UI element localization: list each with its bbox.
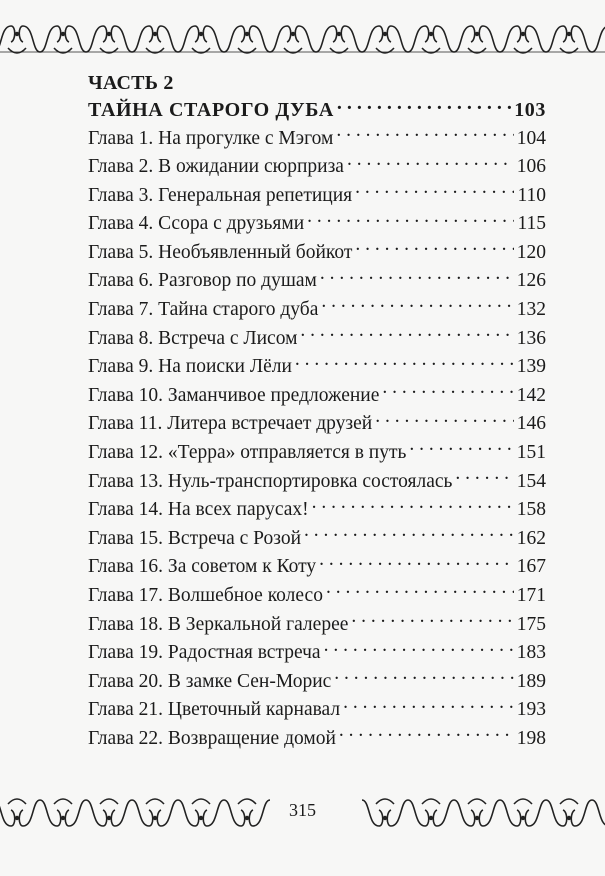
chapter-title: Глава 13. Нуль-транспортировка состоялась — [88, 470, 453, 492]
toc-row — [88, 439, 546, 468]
toc-row — [88, 582, 546, 611]
leader-dots — [334, 667, 513, 687]
chapter-title: Глава 6. Разговор по душам — [88, 270, 317, 292]
chapter-title: Глава 16. За советом к Коту — [88, 556, 317, 578]
chapter-title: Глава 18. В Зеркальной галерее — [88, 613, 349, 635]
chapter-page: 167 — [516, 556, 546, 578]
part-label: ЧАСТЬ 2 — [88, 72, 174, 94]
leader-dots — [355, 181, 514, 201]
chapter-page: 198 — [516, 727, 546, 749]
chapter-page: 158 — [516, 499, 546, 521]
toc-row — [88, 496, 546, 525]
leader-dots — [339, 724, 514, 744]
chapter-page: 193 — [516, 699, 546, 721]
toc-row — [88, 667, 546, 696]
leader-dots — [343, 696, 514, 716]
chapter-title: Глава 15. Встреча с Розой — [88, 527, 302, 549]
leader-dots — [375, 410, 514, 430]
chapter-title: Глава 22. Возвращение домой — [88, 727, 336, 749]
chapter-title: Глава 10. Заманчивое предложение — [88, 384, 380, 406]
leader-dots — [337, 96, 511, 116]
leader-dots — [312, 496, 514, 516]
chapter-page: 120 — [516, 241, 546, 263]
leader-dots — [295, 353, 514, 373]
top-ornament-icon — [0, 4, 605, 66]
chapter-title: Глава 14. На всех парусах! — [88, 499, 309, 521]
leader-dots — [347, 153, 514, 173]
leader-dots — [455, 467, 513, 487]
toc-row — [88, 610, 546, 639]
toc-row — [88, 210, 546, 239]
leader-dots — [382, 381, 513, 401]
chapter-page: 142 — [516, 384, 546, 406]
leader-dots — [304, 524, 514, 544]
toc-row — [88, 696, 546, 725]
chapter-title: Глава 21. Цветочный карнавал — [88, 699, 341, 721]
toc-row — [88, 381, 546, 410]
chapter-title: Глава 19. Радостная встреча — [88, 642, 321, 664]
toc-row — [88, 296, 546, 325]
table-of-contents — [88, 70, 546, 753]
leader-dots — [355, 238, 513, 258]
leader-dots — [307, 210, 514, 230]
toc-row — [88, 410, 546, 439]
part-page: 103 — [514, 99, 546, 121]
chapter-page: 175 — [516, 613, 546, 635]
chapter-page: 115 — [517, 213, 546, 235]
chapter-title: Глава 3. Генеральная репетиция — [88, 184, 353, 206]
toc-row — [88, 553, 546, 582]
chapter-title: Глава 17. Волшебное колесо — [88, 585, 323, 606]
chapter-page: 189 — [516, 670, 546, 692]
chapter-page: 162 — [516, 527, 546, 549]
chapter-page: 154 — [516, 470, 546, 492]
chapter-title: Глава 7. Тайна старого дуба — [88, 299, 319, 321]
chapter-page: 171 — [516, 585, 546, 606]
chapter-page: 183 — [516, 642, 546, 664]
chapter-title: Глава 4. Ссора с друзьями — [88, 213, 305, 235]
part-title: ТАЙНА СТАРОГО ДУБА — [88, 99, 334, 121]
toc-row — [88, 153, 546, 182]
part-title-row — [88, 96, 546, 124]
toc-row — [88, 124, 546, 153]
chapter-title: Глава 8. Встреча с Лисом — [88, 327, 298, 349]
chapter-page: 136 — [516, 327, 546, 349]
leader-dots — [319, 553, 514, 573]
chapter-page: 104 — [516, 127, 546, 149]
toc-row — [88, 524, 546, 553]
toc-row — [88, 267, 546, 296]
chapter-page: 146 — [516, 413, 546, 435]
page-number-text: 315 — [283, 800, 322, 820]
leader-dots — [300, 324, 513, 344]
chapter-page: 106 — [516, 156, 546, 178]
chapter-list — [88, 124, 546, 753]
leader-dots — [336, 124, 513, 144]
leader-dots — [409, 439, 513, 459]
toc-row — [88, 181, 546, 210]
leader-dots — [321, 296, 513, 316]
chapter-page: 151 — [516, 442, 546, 464]
chapter-title: Глава 11. Литера встречает друзей — [88, 413, 373, 435]
chapter-title: Глава 2. В ожидании сюрприза — [88, 156, 344, 178]
chapter-title: Глава 12. «Терра» отправляется в путь — [88, 442, 407, 464]
leader-dots — [320, 267, 514, 287]
leader-dots — [324, 639, 514, 659]
toc-row — [88, 639, 546, 668]
leader-dots — [351, 610, 513, 630]
toc-row — [88, 467, 546, 496]
leader-dots — [326, 582, 514, 602]
toc-row — [88, 238, 546, 267]
chapter-title: Глава 20. В замке Сен-Морис — [88, 670, 332, 692]
chapter-title: Глава 9. На поиски Лёли — [88, 356, 292, 378]
toc-row — [88, 324, 546, 353]
toc-row — [88, 724, 546, 753]
page-number — [0, 800, 605, 821]
chapter-page: 110 — [517, 184, 546, 206]
chapter-title: Глава 1. На прогулке с Мэгом — [88, 127, 334, 149]
chapter-page: 132 — [516, 299, 546, 321]
chapter-page: 139 — [516, 356, 546, 378]
chapter-title: Глава 5. Необъявленный бойкот — [88, 241, 353, 263]
toc-row — [88, 353, 546, 382]
chapter-page: 126 — [516, 270, 546, 292]
